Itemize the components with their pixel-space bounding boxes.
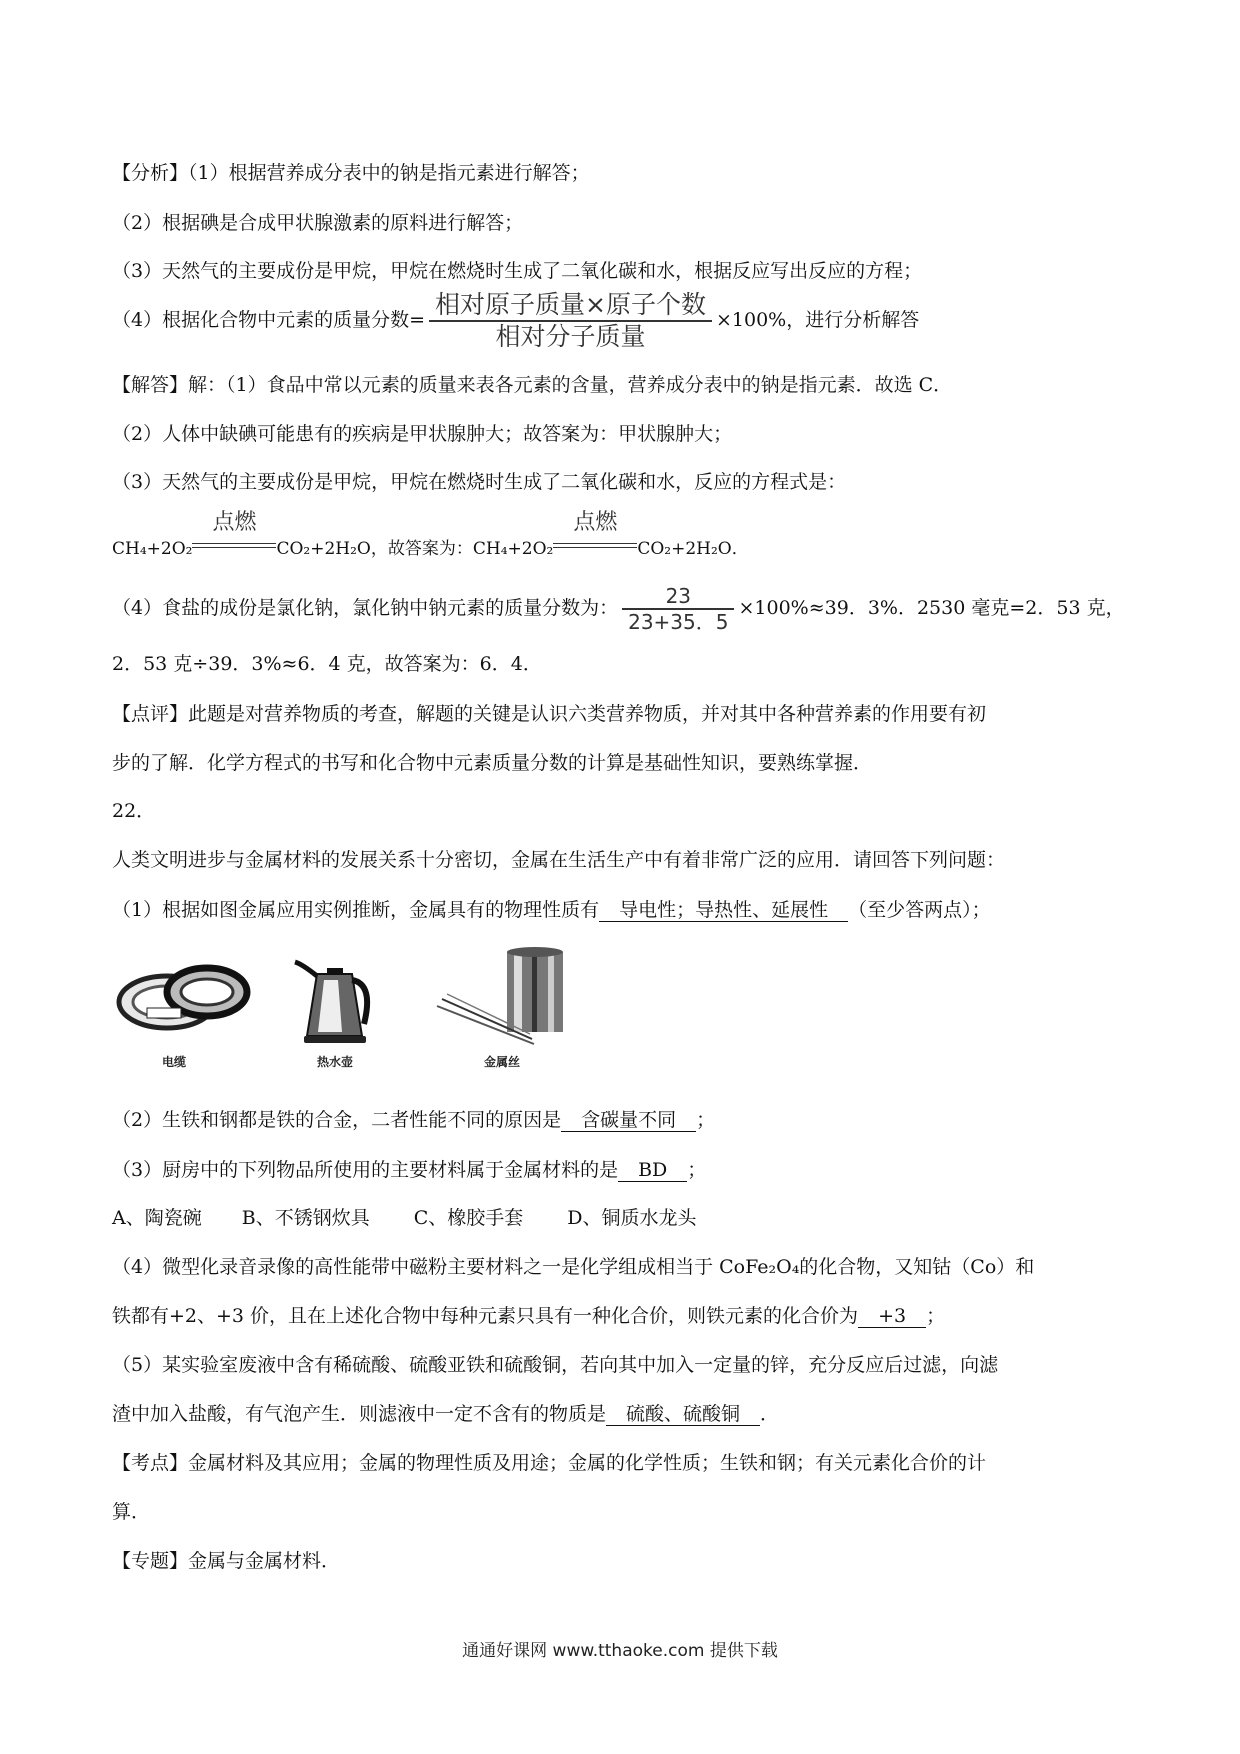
analysis-line-3 <box>112 258 922 284</box>
equation2-products: CO₂+2H₂O． <box>637 539 749 559</box>
reaction-condition-2: 点燃 <box>553 528 637 554</box>
analysis-text-4: （4）根据化合物中元素的质量分数= <box>112 309 426 331</box>
analysis-text-1: （1）根据营养成分表中的钠是指元素进行解答； <box>188 162 590 184</box>
q4-answer: +3 <box>858 1305 926 1328</box>
question-number: 22． <box>112 800 156 822</box>
zhuanti-label: 【专题】 <box>112 1550 189 1572</box>
mass-fraction-formula <box>429 290 712 352</box>
solution-text-5: 2．53 克÷39．3%≈6．4 克，故答案为：6．4． <box>112 653 542 675</box>
metal-examples-figure <box>112 944 602 1074</box>
equation-reactants: CH₄+2O₂ <box>112 539 193 559</box>
q1-line: （1）根据如图金属应用实例推断，金属具有的物理性质有 导电性；导热性、延展性 （至少答两点）； <box>112 899 991 921</box>
analysis-line-1 <box>112 160 590 186</box>
comment-line-1 <box>112 701 986 727</box>
analysis-text-2: （2）根据碘是合成甲状腺激素的原料进行解答； <box>112 212 524 234</box>
option-d: D、铜质水龙头 <box>567 1207 697 1229</box>
equation-line <box>112 510 749 562</box>
analysis-label: 【分析】 <box>112 162 189 184</box>
q5-line-2: 渣中加入盐酸，有气泡产生．则滤液中一定不含有的物质是 硫酸、硫酸铜 ． <box>112 1403 780 1425</box>
wire-spool-icon <box>437 947 563 1044</box>
zhuanti-line: 【专题】金属与金属材料． <box>112 1550 341 1572</box>
kettle-icon <box>295 962 367 1043</box>
comment-text-1: 此题是对营养物质的考查，解题的关键是认识六类营养物质，并对其中各种营养素的作用要有初 <box>188 703 987 725</box>
option-b: B、不锈钢炊具 <box>241 1207 370 1229</box>
q4-line-2: 铁都有+2、+3 价，且在上述化合物中每种元素只具有一种化合价，则铁元素的化合价为 +3 ； <box>112 1305 946 1327</box>
equation2-reactants: CH₄+2O₂ <box>472 539 554 559</box>
solution-text-4-post: ×100%≈39．3%．2530 毫克=2．53 克， <box>738 597 1125 619</box>
kaodian-line-2: 算． <box>112 1501 151 1523</box>
solution-text-4: （4）食盐的成份是氯化钠，氯化钠中钠元素的质量分数为： <box>112 597 619 619</box>
option-c: C、橡胶手套 <box>413 1207 524 1229</box>
caption-wire: 金属丝 <box>484 1055 521 1069</box>
option-a: A、陶瓷碗 <box>112 1207 202 1229</box>
q5-answer: 硫酸、硫酸铜 <box>606 1403 760 1426</box>
formula-denominator: 相对分子质量 <box>495 322 646 351</box>
solution-label: 【解答】 <box>112 374 189 396</box>
q4-line-1: （4）微型化录音录像的高性能带中磁粉主要材料之一是化学组成相当于 CoFe₂O₄的化合物，又知钴（Co）和 <box>112 1256 1035 1278</box>
comment-label: 【点评】 <box>112 703 189 725</box>
q3-answer: BD <box>618 1159 687 1182</box>
analysis-line-2 <box>112 210 523 236</box>
cable-icon <box>119 968 247 1028</box>
analysis-text-3: （3）天然气的主要成份是甲烷，甲烷在燃烧时生成了二氧化碳和水，根据反应写出反应的方程； <box>112 260 923 282</box>
sodium-fraction: $\frac{23}{23+35.5}$ <box>622 584 734 634</box>
equation-products: CO₂+2H₂O，故答案为： <box>276 539 473 559</box>
comment-line-2 <box>112 750 872 776</box>
solution-line-3 <box>112 469 846 495</box>
kaodian-line-1: 【考点】金属材料及其应用；金属的物理性质及用途；金属的化学性质；生铁和钢；有关元素化合价的计 <box>112 1452 987 1474</box>
caption-cable: 电缆 <box>162 1055 187 1069</box>
page-footer: 通通好课网 www.tthaoke.com 提供下载 <box>462 1641 778 1661</box>
solution-line-2 <box>112 421 732 447</box>
question-intro: 人类文明进步与金属材料的发展关系十分密切，金属在生活生产中有着非常广泛的应用．请回答下列问题： <box>112 849 1006 871</box>
solution-line-5 <box>112 651 542 677</box>
analysis-text-4-post: ×100%，进行分析解答 <box>715 309 920 331</box>
q3-line: （3）厨房中的下列物品所使用的主要材料属于金属材料的是 BD ； <box>112 1159 707 1181</box>
q3-options <box>112 1205 696 1231</box>
kaodian-label: 【考点】 <box>112 1452 189 1474</box>
comment-text-2: 步的了解．化学方程式的书写和化合物中元素质量分数的计算是基础性知识，要熟练掌握． <box>112 752 873 774</box>
formula-numerator: 相对原子质量×原子个数 <box>429 290 712 322</box>
solution-text-3: （3）天然气的主要成份是甲烷，甲烷在燃烧时生成了二氧化碳和水，反应的方程式是： <box>112 471 847 493</box>
analysis-line-4 <box>112 290 919 352</box>
caption-kettle: 热水壶 <box>317 1055 354 1069</box>
q1-answer: 导电性；导热性、延展性 <box>599 899 848 922</box>
solution-line-4 <box>112 584 1125 634</box>
solution-text-2: （2）人体中缺碘可能患有的疾病是甲状腺肿大；故答案为：甲状腺肿大； <box>112 423 733 445</box>
reaction-condition: 点燃 <box>192 528 276 554</box>
solution-line-1 <box>112 372 952 398</box>
q5-line-1: （5）某实验室废液中含有稀硫酸、硫酸亚铁和硫酸铜，若向其中加入一定量的锌，充分反应后过滤，向滤 <box>112 1354 999 1376</box>
q2-answer: 含碳量不同 <box>561 1109 696 1132</box>
solution-text-1: 解：（1）食品中常以元素的质量来表各元素的含量，营养成分表中的钠是指元素．故选 C． <box>188 374 953 396</box>
q2-line: （2）生铁和钢都是铁的合金，二者性能不同的原因是 含碳量不同 ； <box>112 1109 716 1131</box>
